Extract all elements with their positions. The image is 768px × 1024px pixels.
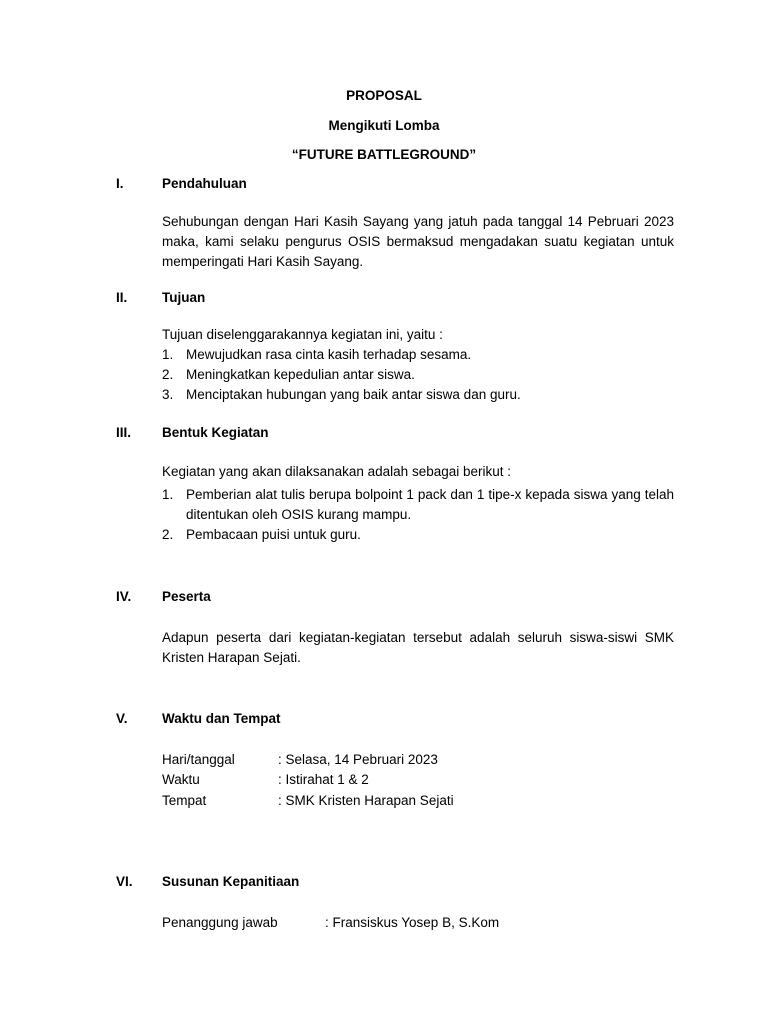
section-number-4: IV. — [116, 589, 132, 604]
list-item-number: 2. — [162, 367, 174, 382]
list-item-text: Mewujudkan rasa cinta kasih terhadap sesama. — [186, 347, 472, 362]
info-value: : Istirahat 1 & 2 — [278, 772, 369, 787]
list-item-number: 3. — [162, 387, 174, 402]
list-item-text: Pemberian alat tulis berupa bolpoint 1 pack dan 1 tipe-x kepada siswa yang telah ditentukan oleh OSIS kurang mampu. — [186, 487, 674, 522]
list-item-number: 1. — [162, 487, 174, 502]
document-subtitle: Mengikuti Lomba — [328, 118, 440, 133]
section-number-5: V. — [116, 711, 128, 726]
section-1-paragraph: Sehubungan dengan Hari Kasih Sayang yang jatuh pada tanggal 14 Pebruari 2023 maka, kami selaku pengurus OSIS bermaksud mengadakan suatu kegiatan untuk memperingati Hari Kasih Sayang. — [162, 214, 674, 269]
list-item-text: Pembacaan puisi untuk guru. — [186, 527, 361, 542]
section-2-intro: Tujuan diselenggarakannya kegiatan ini, yaitu : — [162, 327, 443, 342]
document-title: PROPOSAL — [346, 88, 422, 103]
list-item-text: Menciptakan hubungan yang baik antar siswa dan guru. — [186, 387, 521, 402]
list-item-text: Meningkatkan kepedulian antar siswa. — [186, 367, 415, 382]
section-3-intro: Kegiatan yang akan dilaksanakan adalah sebagai berikut : — [162, 464, 512, 479]
section-heading-3: Bentuk Kegiatan — [162, 425, 269, 440]
info-value: : SMK Kristen Harapan Sejati — [278, 793, 454, 808]
section-heading-5: Waktu dan Tempat — [162, 711, 281, 726]
info-value: : Selasa, 14 Pebruari 2023 — [278, 752, 438, 767]
section-heading-4: Peserta — [162, 589, 211, 604]
event-name: “FUTURE BATTLEGROUND” — [291, 147, 477, 162]
section-number-6: VI. — [116, 874, 133, 889]
section-heading-2: Tujuan — [162, 290, 206, 305]
info-value: : Fransiskus Yosep B, S.Kom — [325, 915, 500, 930]
list-item-number: 1. — [162, 347, 174, 362]
info-label: Tempat — [162, 793, 207, 808]
section-4-paragraph: Adapun peserta dari kegiatan-kegiatan tersebut adalah seluruh siswa-siswi SMK Kristen Harapan Sejati. — [162, 630, 674, 665]
list-item-number: 2. — [162, 527, 174, 542]
info-label: Hari/tanggal — [162, 752, 235, 767]
section-heading-6: Susunan Kepanitiaan — [162, 874, 300, 889]
section-number-1: I. — [116, 176, 124, 191]
section-number-2: II. — [116, 290, 128, 305]
section-number-3: III. — [116, 425, 132, 440]
section-heading-1: Pendahuluan — [162, 176, 247, 191]
info-label: Waktu — [162, 772, 200, 787]
info-label: Penanggung jawab — [162, 915, 278, 930]
